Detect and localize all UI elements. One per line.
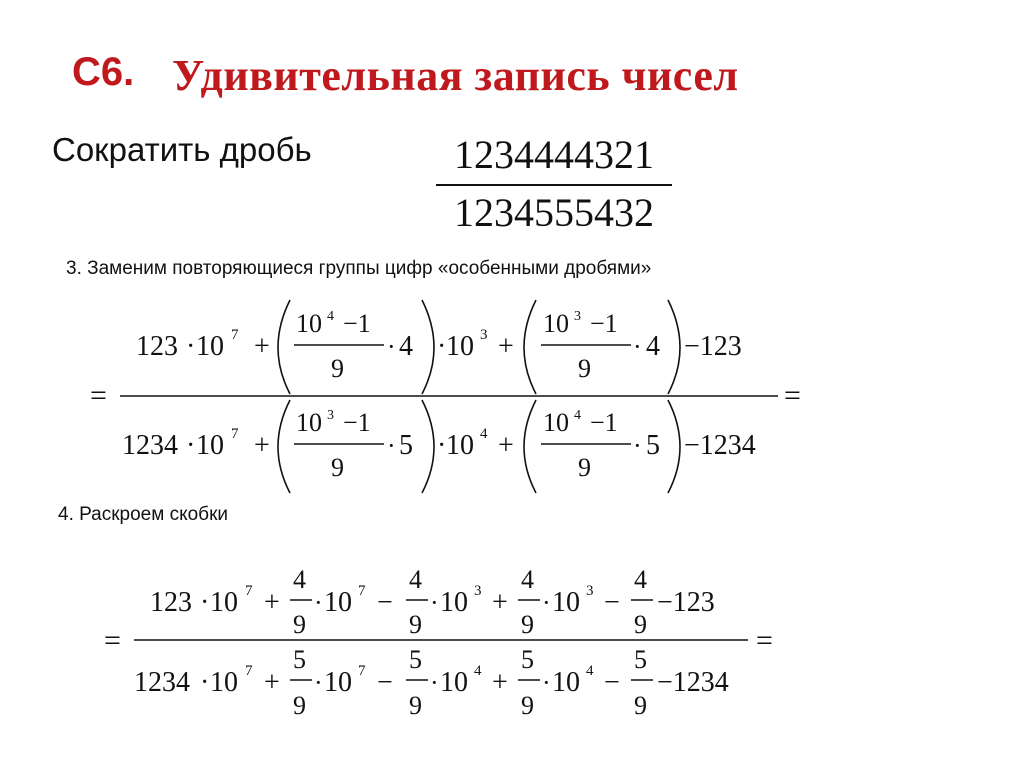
n3-f2-dot: · [633, 332, 642, 361]
n4-t3-dot: · [542, 588, 551, 617]
n4-t2: 4 [409, 565, 422, 594]
d3-paren1-open [278, 400, 290, 493]
n4-t3-den: 9 [521, 610, 534, 639]
n3-paren1-close [422, 300, 434, 394]
n3-dot2: · [437, 331, 447, 362]
n4-t4: 4 [634, 565, 647, 594]
d3-plus1: + [254, 430, 270, 461]
n4-t1-exp: 7 [358, 583, 366, 599]
n4-t4-den: 9 [634, 610, 647, 639]
d3-tail: −1234 [684, 430, 756, 461]
n4-plus1: + [264, 587, 280, 618]
d3-f2-minus: −1 [590, 408, 618, 437]
d4-b-exp: 7 [245, 663, 253, 679]
d3-p1: 10 [446, 430, 474, 461]
d4-t1-exp: 7 [358, 663, 366, 679]
d3-f2-exp: 4 [574, 408, 581, 423]
d4-dot: · [200, 667, 210, 698]
n3-tail: −123 [684, 331, 742, 362]
step4-eq-left: = [104, 624, 121, 657]
n3-p1: 10 [446, 331, 474, 362]
d4-t1-dot: · [314, 668, 323, 697]
d3-a: 1234 [122, 430, 178, 461]
n3-f2-mul: 4 [646, 331, 660, 362]
d3-p1-exp: 4 [480, 426, 488, 442]
n4-b: 10 [210, 587, 238, 618]
n3-paren1-open [278, 300, 290, 394]
d3-f1-den: 9 [331, 453, 344, 482]
step3-denominator [122, 400, 756, 493]
d4-minus2: − [604, 667, 620, 698]
d3-b-exp: 7 [231, 426, 239, 442]
n4-t3-exp: 3 [586, 583, 594, 599]
step3-eq-left: = [90, 379, 107, 412]
d4-t3-den: 9 [521, 691, 534, 720]
d3-f1-dot: · [387, 431, 396, 460]
n3-f2-exp: 3 [574, 309, 581, 324]
d4-a: 1234 [134, 667, 190, 698]
d4-t2-exp: 4 [474, 663, 482, 679]
d3-paren2-open [524, 400, 536, 493]
n3-f2-num: 10 [543, 309, 569, 338]
d3-f1-exp: 3 [327, 408, 334, 423]
n4-t2-den: 9 [409, 610, 422, 639]
n3-a: 123 [136, 331, 178, 362]
n4-minus1: − [377, 587, 393, 618]
d3-f2-den: 9 [578, 453, 591, 482]
d4-minus1: − [377, 667, 393, 698]
d4-t1-p: 10 [324, 667, 352, 698]
d3-f1-minus: −1 [343, 408, 371, 437]
n4-t2-exp: 3 [474, 583, 482, 599]
d3-plus2: + [498, 430, 514, 461]
n4-a: 123 [150, 587, 192, 618]
n4-b-exp: 7 [245, 583, 253, 599]
d4-t3: 5 [521, 645, 534, 674]
step3-numerator [136, 300, 742, 394]
d4-plus1: + [264, 667, 280, 698]
d4-t3-dot: · [542, 668, 551, 697]
d4-b: 10 [210, 667, 238, 698]
n4-t1: 4 [293, 565, 306, 594]
step4-heading: 4. Раскроем скобки [58, 504, 228, 525]
d3-f2-dot: · [633, 431, 642, 460]
d3-paren1-close [422, 400, 434, 493]
n3-paren2-open [524, 300, 536, 394]
slide-title: Удивительная запись чисел [172, 51, 739, 100]
n3-f1-exp: 4 [327, 309, 334, 324]
n4-t3-p: 10 [552, 587, 580, 618]
d4-plus2: + [492, 667, 508, 698]
d3-dot: · [186, 430, 196, 461]
step3-eq-right: = [784, 379, 801, 412]
d4-t3-exp: 4 [586, 663, 594, 679]
n3-plus2: + [498, 331, 514, 362]
n4-tail: −123 [657, 587, 715, 618]
d4-t2-dot: · [430, 668, 439, 697]
n4-t1-den: 9 [293, 610, 306, 639]
n4-t1-p: 10 [324, 587, 352, 618]
d3-dot2: · [437, 430, 447, 461]
n3-p1-exp: 3 [480, 327, 488, 343]
n3-f1-mul: 4 [399, 331, 413, 362]
step4-numerator [150, 565, 715, 639]
n4-t2-dot: · [430, 588, 439, 617]
task-label: Сократить дробь [52, 131, 312, 168]
d4-t4: 5 [634, 645, 647, 674]
d3-b: 10 [196, 430, 224, 461]
n4-plus2: + [492, 587, 508, 618]
d4-t2-p: 10 [440, 667, 468, 698]
step4-denominator [134, 645, 729, 720]
slide-code: С6. [72, 50, 135, 94]
d4-tail: −1234 [657, 667, 729, 698]
d3-f1-num: 10 [296, 408, 322, 437]
d3-f2-mul: 5 [646, 430, 660, 461]
n4-t3: 4 [521, 565, 534, 594]
n3-f1-num: 10 [296, 309, 322, 338]
d3-paren2-close [668, 400, 680, 493]
n3-f2-minus: −1 [590, 309, 618, 338]
n3-f1-den: 9 [331, 354, 344, 383]
n4-t2-p: 10 [440, 587, 468, 618]
d4-t2-den: 9 [409, 691, 422, 720]
step3-heading: 3. Заменим повторяющиеся группы цифр «особенными дробями» [66, 258, 652, 279]
d4-t4-den: 9 [634, 691, 647, 720]
n3-f2-den: 9 [578, 354, 591, 383]
n3-paren2-close [668, 300, 680, 394]
step4-eq-right: = [756, 624, 773, 657]
n3-f1-minus: −1 [343, 309, 371, 338]
n3-plus1: + [254, 331, 270, 362]
n4-minus2: − [604, 587, 620, 618]
main-fraction-numerator: 1234444321 [454, 132, 654, 177]
n3-b: 10 [196, 331, 224, 362]
d4-t3-p: 10 [552, 667, 580, 698]
n3-b-exp: 7 [231, 327, 239, 343]
d4-t2: 5 [409, 645, 422, 674]
d3-f1-mul: 5 [399, 430, 413, 461]
d3-f2-num: 10 [543, 408, 569, 437]
n4-t1-dot: · [314, 588, 323, 617]
d4-t1-den: 9 [293, 691, 306, 720]
n3-dot: · [186, 331, 196, 362]
n4-dot: · [200, 587, 210, 618]
n3-f1-dot: · [387, 332, 396, 361]
main-fraction-denominator: 1234555432 [454, 190, 654, 235]
d4-t1: 5 [293, 645, 306, 674]
